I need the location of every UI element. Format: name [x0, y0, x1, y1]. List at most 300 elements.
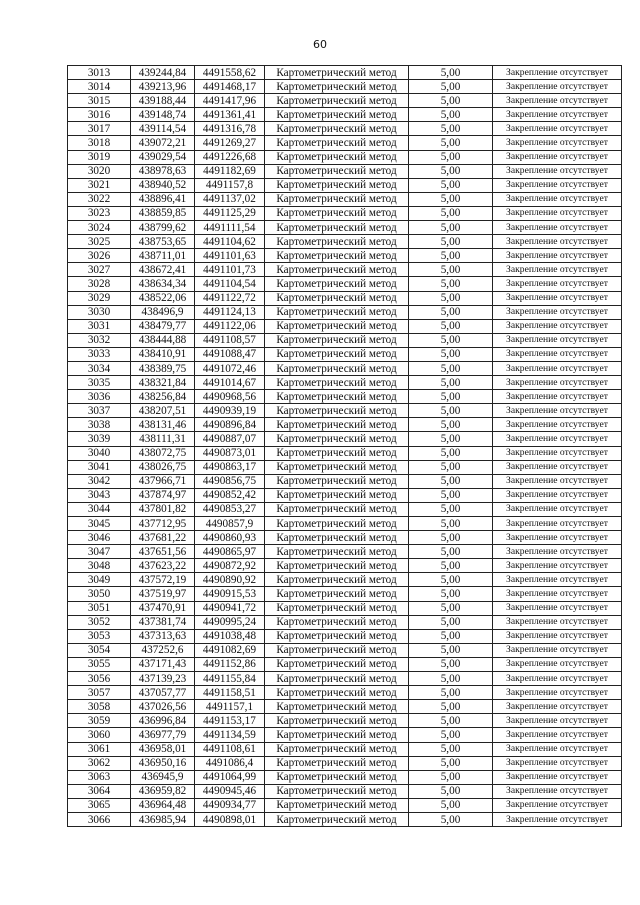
- method-cell: Картометрический метод: [265, 291, 409, 305]
- method-cell: Картометрический метод: [265, 784, 409, 798]
- x-coordinate-cell: 438026,75: [131, 460, 195, 474]
- y-coordinate-cell: 4490865,97: [195, 545, 265, 559]
- method-cell: Картометрический метод: [265, 164, 409, 178]
- table-row: [68, 333, 622, 347]
- x-coordinate-cell: 438111,31: [131, 432, 195, 446]
- fixing-description-cell: Закрепление отсутствует: [493, 446, 622, 460]
- accuracy-cell: 5,00: [409, 291, 493, 305]
- table-row: [68, 305, 622, 319]
- accuracy-cell: 5,00: [409, 150, 493, 164]
- y-coordinate-cell: 4490857,9: [195, 517, 265, 531]
- method-cell: Картометрический метод: [265, 305, 409, 319]
- accuracy-cell: 5,00: [409, 784, 493, 798]
- fixing-description-cell: Закрепление отсутствует: [493, 728, 622, 742]
- table-row: [68, 66, 622, 80]
- x-coordinate-cell: 438978,63: [131, 164, 195, 178]
- table-row: [68, 460, 622, 474]
- point-number-cell: 3034: [68, 361, 131, 375]
- x-coordinate-cell: 437966,71: [131, 474, 195, 488]
- table-row: [68, 136, 622, 150]
- point-number-cell: 3064: [68, 784, 131, 798]
- table-row: [68, 277, 622, 291]
- fixing-description-cell: Закрепление отсутствует: [493, 164, 622, 178]
- y-coordinate-cell: 4491038,48: [195, 629, 265, 643]
- accuracy-cell: 5,00: [409, 686, 493, 700]
- accuracy-cell: 5,00: [409, 657, 493, 671]
- method-cell: Картометрический метод: [265, 686, 409, 700]
- point-number-cell: 3017: [68, 122, 131, 136]
- x-coordinate-cell: 436964,48: [131, 798, 195, 812]
- accuracy-cell: 5,00: [409, 728, 493, 742]
- y-coordinate-cell: 4491468,17: [195, 80, 265, 94]
- point-number-cell: 3022: [68, 192, 131, 206]
- table-row: [68, 573, 622, 587]
- y-coordinate-cell: 4491361,41: [195, 108, 265, 122]
- y-coordinate-cell: 4491316,78: [195, 122, 265, 136]
- point-number-cell: 3042: [68, 474, 131, 488]
- fixing-description-cell: Закрепление отсутствует: [493, 531, 622, 545]
- point-number-cell: 3030: [68, 305, 131, 319]
- table-row: [68, 629, 622, 643]
- table-row: [68, 714, 622, 728]
- y-coordinate-cell: 4491125,29: [195, 206, 265, 220]
- accuracy-cell: 5,00: [409, 812, 493, 826]
- x-coordinate-cell: 437057,77: [131, 686, 195, 700]
- table-row: [68, 235, 622, 249]
- fixing-description-cell: Закрепление отсутствует: [493, 277, 622, 291]
- y-coordinate-cell: 4491064,99: [195, 770, 265, 784]
- y-coordinate-cell: 4490898,01: [195, 812, 265, 826]
- table-row: [68, 517, 622, 531]
- point-number-cell: 3056: [68, 672, 131, 686]
- table-row: [68, 446, 622, 460]
- accuracy-cell: 5,00: [409, 347, 493, 361]
- x-coordinate-cell: 436959,82: [131, 784, 195, 798]
- y-coordinate-cell: 4491108,61: [195, 742, 265, 756]
- table-row: [68, 784, 622, 798]
- table-row: [68, 798, 622, 812]
- table-row: [68, 319, 622, 333]
- page-number: 60: [313, 38, 327, 51]
- method-cell: Картометрический метод: [265, 418, 409, 432]
- y-coordinate-cell: 4490945,46: [195, 784, 265, 798]
- table-row: [68, 657, 622, 671]
- table-row: [68, 221, 622, 235]
- method-cell: Картометрический метод: [265, 94, 409, 108]
- accuracy-cell: 5,00: [409, 615, 493, 629]
- method-cell: Картометрический метод: [265, 66, 409, 80]
- accuracy-cell: 5,00: [409, 545, 493, 559]
- accuracy-cell: 5,00: [409, 517, 493, 531]
- fixing-description-cell: Закрепление отсутствует: [493, 347, 622, 361]
- accuracy-cell: 5,00: [409, 629, 493, 643]
- table-row: [68, 164, 622, 178]
- x-coordinate-cell: 437470,91: [131, 601, 195, 615]
- point-number-cell: 3063: [68, 770, 131, 784]
- x-coordinate-cell: 437313,63: [131, 629, 195, 643]
- fixing-description-cell: Закрепление отсутствует: [493, 291, 622, 305]
- accuracy-cell: 5,00: [409, 376, 493, 390]
- accuracy-cell: 5,00: [409, 333, 493, 347]
- point-number-cell: 3055: [68, 657, 131, 671]
- fixing-description-cell: Закрепление отсутствует: [493, 305, 622, 319]
- x-coordinate-cell: 437874,97: [131, 488, 195, 502]
- method-cell: Картометрический метод: [265, 488, 409, 502]
- table-row: [68, 150, 622, 164]
- accuracy-cell: 5,00: [409, 700, 493, 714]
- accuracy-cell: 5,00: [409, 559, 493, 573]
- table-row: [68, 291, 622, 305]
- table-row: [68, 122, 622, 136]
- point-number-cell: 3020: [68, 164, 131, 178]
- x-coordinate-cell: 438479,77: [131, 319, 195, 333]
- method-cell: Картометрический метод: [265, 517, 409, 531]
- table-row: [68, 206, 622, 220]
- y-coordinate-cell: 4491108,57: [195, 333, 265, 347]
- y-coordinate-cell: 4491101,73: [195, 263, 265, 277]
- y-coordinate-cell: 4490890,92: [195, 573, 265, 587]
- accuracy-cell: 5,00: [409, 770, 493, 784]
- table-row: [68, 559, 622, 573]
- y-coordinate-cell: 4491122,06: [195, 319, 265, 333]
- accuracy-cell: 5,00: [409, 66, 493, 80]
- y-coordinate-cell: 4490941,72: [195, 601, 265, 615]
- fixing-description-cell: Закрепление отсутствует: [493, 319, 622, 333]
- method-cell: Картометрический метод: [265, 615, 409, 629]
- fixing-description-cell: Закрепление отсутствует: [493, 700, 622, 714]
- point-number-cell: 3044: [68, 502, 131, 516]
- fixing-description-cell: Закрепление отсутствует: [493, 66, 622, 80]
- point-number-cell: 3049: [68, 573, 131, 587]
- method-cell: Картометрический метод: [265, 263, 409, 277]
- y-coordinate-cell: 4490995,24: [195, 615, 265, 629]
- table-row: [68, 390, 622, 404]
- accuracy-cell: 5,00: [409, 122, 493, 136]
- y-coordinate-cell: 4491417,96: [195, 94, 265, 108]
- method-cell: Картометрический метод: [265, 136, 409, 150]
- y-coordinate-cell: 4491134,59: [195, 728, 265, 742]
- y-coordinate-cell: 4490856,75: [195, 474, 265, 488]
- fixing-description-cell: Закрепление отсутствует: [493, 150, 622, 164]
- method-cell: Картометрический метод: [265, 474, 409, 488]
- method-cell: Картометрический метод: [265, 361, 409, 375]
- fixing-description-cell: Закрепление отсутствует: [493, 263, 622, 277]
- y-coordinate-cell: 4491158,51: [195, 686, 265, 700]
- method-cell: Картометрический метод: [265, 347, 409, 361]
- point-number-cell: 3041: [68, 460, 131, 474]
- point-number-cell: 3053: [68, 629, 131, 643]
- accuracy-cell: 5,00: [409, 404, 493, 418]
- method-cell: Картометрический метод: [265, 672, 409, 686]
- method-cell: Картометрический метод: [265, 108, 409, 122]
- method-cell: Картометрический метод: [265, 206, 409, 220]
- fixing-description-cell: Закрепление отсутствует: [493, 573, 622, 587]
- table-row: [68, 812, 622, 826]
- point-number-cell: 3050: [68, 587, 131, 601]
- accuracy-cell: 5,00: [409, 136, 493, 150]
- accuracy-cell: 5,00: [409, 488, 493, 502]
- point-number-cell: 3065: [68, 798, 131, 812]
- method-cell: Картометрический метод: [265, 460, 409, 474]
- x-coordinate-cell: 436985,94: [131, 812, 195, 826]
- point-number-cell: 3027: [68, 263, 131, 277]
- y-coordinate-cell: 4490852,42: [195, 488, 265, 502]
- point-number-cell: 3052: [68, 615, 131, 629]
- fixing-description-cell: Закрепление отсутствует: [493, 770, 622, 784]
- point-number-cell: 3060: [68, 728, 131, 742]
- point-number-cell: 3036: [68, 390, 131, 404]
- x-coordinate-cell: 438444,88: [131, 333, 195, 347]
- fixing-description-cell: Закрепление отсутствует: [493, 756, 622, 770]
- point-number-cell: 3059: [68, 714, 131, 728]
- x-coordinate-cell: 438711,01: [131, 249, 195, 263]
- point-number-cell: 3062: [68, 756, 131, 770]
- y-coordinate-cell: 4490915,53: [195, 587, 265, 601]
- point-number-cell: 3058: [68, 700, 131, 714]
- x-coordinate-cell: 438859,85: [131, 206, 195, 220]
- x-coordinate-cell: 437139,23: [131, 672, 195, 686]
- table-row: [68, 474, 622, 488]
- accuracy-cell: 5,00: [409, 361, 493, 375]
- point-number-cell: 3015: [68, 94, 131, 108]
- method-cell: Картометрический метод: [265, 545, 409, 559]
- accuracy-cell: 5,00: [409, 178, 493, 192]
- y-coordinate-cell: 4491104,62: [195, 235, 265, 249]
- fixing-description-cell: Закрепление отсутствует: [493, 136, 622, 150]
- point-number-cell: 3025: [68, 235, 131, 249]
- table-row: [68, 587, 622, 601]
- fixing-description-cell: Закрепление отсутствует: [493, 390, 622, 404]
- fixing-description-cell: Закрепление отсутствует: [493, 178, 622, 192]
- method-cell: Картометрический метод: [265, 601, 409, 615]
- point-number-cell: 3013: [68, 66, 131, 80]
- point-number-cell: 3040: [68, 446, 131, 460]
- accuracy-cell: 5,00: [409, 206, 493, 220]
- fixing-description-cell: Закрепление отсутствует: [493, 784, 622, 798]
- y-coordinate-cell: 4490887,07: [195, 432, 265, 446]
- accuracy-cell: 5,00: [409, 249, 493, 263]
- point-number-cell: 3032: [68, 333, 131, 347]
- method-cell: Картометрический метод: [265, 192, 409, 206]
- y-coordinate-cell: 4491226,68: [195, 150, 265, 164]
- coordinates-table: [67, 65, 622, 827]
- x-coordinate-cell: 438672,41: [131, 263, 195, 277]
- x-coordinate-cell: 438321,84: [131, 376, 195, 390]
- point-number-cell: 3023: [68, 206, 131, 220]
- x-coordinate-cell: 439029,54: [131, 150, 195, 164]
- y-coordinate-cell: 4490896,84: [195, 418, 265, 432]
- x-coordinate-cell: 438522,06: [131, 291, 195, 305]
- table-row: [68, 94, 622, 108]
- accuracy-cell: 5,00: [409, 390, 493, 404]
- method-cell: Картометрический метод: [265, 249, 409, 263]
- table-row: [68, 192, 622, 206]
- point-number-cell: 3014: [68, 80, 131, 94]
- fixing-description-cell: Закрепление отсутствует: [493, 672, 622, 686]
- fixing-description-cell: Закрепление отсутствует: [493, 80, 622, 94]
- fixing-description-cell: Закрепление отсутствует: [493, 235, 622, 249]
- accuracy-cell: 5,00: [409, 798, 493, 812]
- x-coordinate-cell: 436945,9: [131, 770, 195, 784]
- table-row: [68, 742, 622, 756]
- table-row: [68, 615, 622, 629]
- accuracy-cell: 5,00: [409, 742, 493, 756]
- fixing-description-cell: Закрепление отсутствует: [493, 418, 622, 432]
- x-coordinate-cell: 437519,97: [131, 587, 195, 601]
- table-row: [68, 263, 622, 277]
- fixing-description-cell: Закрепление отсутствует: [493, 94, 622, 108]
- y-coordinate-cell: 4491104,54: [195, 277, 265, 291]
- method-cell: Картометрический метод: [265, 742, 409, 756]
- method-cell: Картометрический метод: [265, 531, 409, 545]
- method-cell: Картометрический метод: [265, 573, 409, 587]
- point-number-cell: 3066: [68, 812, 131, 826]
- y-coordinate-cell: 4491152,86: [195, 657, 265, 671]
- table-row: [68, 770, 622, 784]
- table-body: [68, 66, 622, 827]
- fixing-description-cell: Закрепление отсутствует: [493, 108, 622, 122]
- x-coordinate-cell: 439114,54: [131, 122, 195, 136]
- table-row: [68, 531, 622, 545]
- accuracy-cell: 5,00: [409, 418, 493, 432]
- y-coordinate-cell: 4491155,84: [195, 672, 265, 686]
- table-row: [68, 404, 622, 418]
- y-coordinate-cell: 4490853,27: [195, 502, 265, 516]
- point-number-cell: 3054: [68, 643, 131, 657]
- y-coordinate-cell: 4491124,13: [195, 305, 265, 319]
- fixing-description-cell: Закрепление отсутствует: [493, 742, 622, 756]
- table-row: [68, 601, 622, 615]
- table-row: [68, 249, 622, 263]
- accuracy-cell: 5,00: [409, 756, 493, 770]
- method-cell: Картометрический метод: [265, 235, 409, 249]
- x-coordinate-cell: 439188,44: [131, 94, 195, 108]
- method-cell: Картометрический метод: [265, 657, 409, 671]
- point-number-cell: 3016: [68, 108, 131, 122]
- accuracy-cell: 5,00: [409, 502, 493, 516]
- y-coordinate-cell: 4491014,67: [195, 376, 265, 390]
- x-coordinate-cell: 438256,84: [131, 390, 195, 404]
- x-coordinate-cell: 439072,21: [131, 136, 195, 150]
- y-coordinate-cell: 4491122,72: [195, 291, 265, 305]
- table-row: [68, 376, 622, 390]
- fixing-description-cell: Закрепление отсутствует: [493, 643, 622, 657]
- method-cell: Картометрический метод: [265, 700, 409, 714]
- y-coordinate-cell: 4491082,69: [195, 643, 265, 657]
- y-coordinate-cell: 4490872,92: [195, 559, 265, 573]
- table-row: [68, 728, 622, 742]
- method-cell: Картометрический метод: [265, 404, 409, 418]
- method-cell: Картометрический метод: [265, 587, 409, 601]
- table-row: [68, 418, 622, 432]
- fixing-description-cell: Закрепление отсутствует: [493, 361, 622, 375]
- accuracy-cell: 5,00: [409, 164, 493, 178]
- accuracy-cell: 5,00: [409, 573, 493, 587]
- fixing-description-cell: Закрепление отсутствует: [493, 206, 622, 220]
- table-row: [68, 347, 622, 361]
- point-number-cell: 3033: [68, 347, 131, 361]
- x-coordinate-cell: 438496,9: [131, 305, 195, 319]
- x-coordinate-cell: 438072,75: [131, 446, 195, 460]
- accuracy-cell: 5,00: [409, 460, 493, 474]
- method-cell: Картометрический метод: [265, 446, 409, 460]
- fixing-description-cell: Закрепление отсутствует: [493, 629, 622, 643]
- method-cell: Картометрический метод: [265, 178, 409, 192]
- x-coordinate-cell: 438896,41: [131, 192, 195, 206]
- x-coordinate-cell: 438389,75: [131, 361, 195, 375]
- method-cell: Картометрический метод: [265, 502, 409, 516]
- method-cell: Картометрический метод: [265, 756, 409, 770]
- fixing-description-cell: Закрепление отсутствует: [493, 517, 622, 531]
- table-row: [68, 700, 622, 714]
- point-number-cell: 3031: [68, 319, 131, 333]
- accuracy-cell: 5,00: [409, 672, 493, 686]
- y-coordinate-cell: 4491182,69: [195, 164, 265, 178]
- point-number-cell: 3048: [68, 559, 131, 573]
- x-coordinate-cell: 436996,84: [131, 714, 195, 728]
- x-coordinate-cell: 437572,19: [131, 573, 195, 587]
- accuracy-cell: 5,00: [409, 446, 493, 460]
- y-coordinate-cell: 4491157,8: [195, 178, 265, 192]
- method-cell: Картометрический метод: [265, 122, 409, 136]
- accuracy-cell: 5,00: [409, 432, 493, 446]
- x-coordinate-cell: 437171,43: [131, 657, 195, 671]
- y-coordinate-cell: 4491153,17: [195, 714, 265, 728]
- fixing-description-cell: Закрепление отсутствует: [493, 601, 622, 615]
- fixing-description-cell: Закрепление отсутствует: [493, 545, 622, 559]
- method-cell: Картометрический метод: [265, 714, 409, 728]
- x-coordinate-cell: 439148,74: [131, 108, 195, 122]
- method-cell: Картометрический метод: [265, 798, 409, 812]
- x-coordinate-cell: 437026,56: [131, 700, 195, 714]
- x-coordinate-cell: 439244,84: [131, 66, 195, 80]
- table-row: [68, 756, 622, 770]
- x-coordinate-cell: 437381,74: [131, 615, 195, 629]
- table-row: [68, 672, 622, 686]
- fixing-description-cell: Закрепление отсутствует: [493, 249, 622, 263]
- method-cell: Картометрический метод: [265, 728, 409, 742]
- y-coordinate-cell: 4490873,01: [195, 446, 265, 460]
- method-cell: Картометрический метод: [265, 432, 409, 446]
- point-number-cell: 3035: [68, 376, 131, 390]
- accuracy-cell: 5,00: [409, 263, 493, 277]
- table-row: [68, 643, 622, 657]
- table-row: [68, 686, 622, 700]
- point-number-cell: 3045: [68, 517, 131, 531]
- y-coordinate-cell: 4491086,4: [195, 756, 265, 770]
- x-coordinate-cell: 438940,52: [131, 178, 195, 192]
- y-coordinate-cell: 4491072,46: [195, 361, 265, 375]
- x-coordinate-cell: 436977,79: [131, 728, 195, 742]
- point-number-cell: 3047: [68, 545, 131, 559]
- y-coordinate-cell: 4491558,62: [195, 66, 265, 80]
- accuracy-cell: 5,00: [409, 305, 493, 319]
- accuracy-cell: 5,00: [409, 277, 493, 291]
- table-row: [68, 502, 622, 516]
- x-coordinate-cell: 437623,22: [131, 559, 195, 573]
- point-number-cell: 3039: [68, 432, 131, 446]
- fixing-description-cell: Закрепление отсутствует: [493, 460, 622, 474]
- method-cell: Картометрический метод: [265, 812, 409, 826]
- point-number-cell: 3043: [68, 488, 131, 502]
- method-cell: Картометрический метод: [265, 277, 409, 291]
- fixing-description-cell: Закрепление отсутствует: [493, 376, 622, 390]
- x-coordinate-cell: 437252,6: [131, 643, 195, 657]
- fixing-description-cell: Закрепление отсутствует: [493, 122, 622, 136]
- point-number-cell: 3046: [68, 531, 131, 545]
- point-number-cell: 3029: [68, 291, 131, 305]
- y-coordinate-cell: 4490863,17: [195, 460, 265, 474]
